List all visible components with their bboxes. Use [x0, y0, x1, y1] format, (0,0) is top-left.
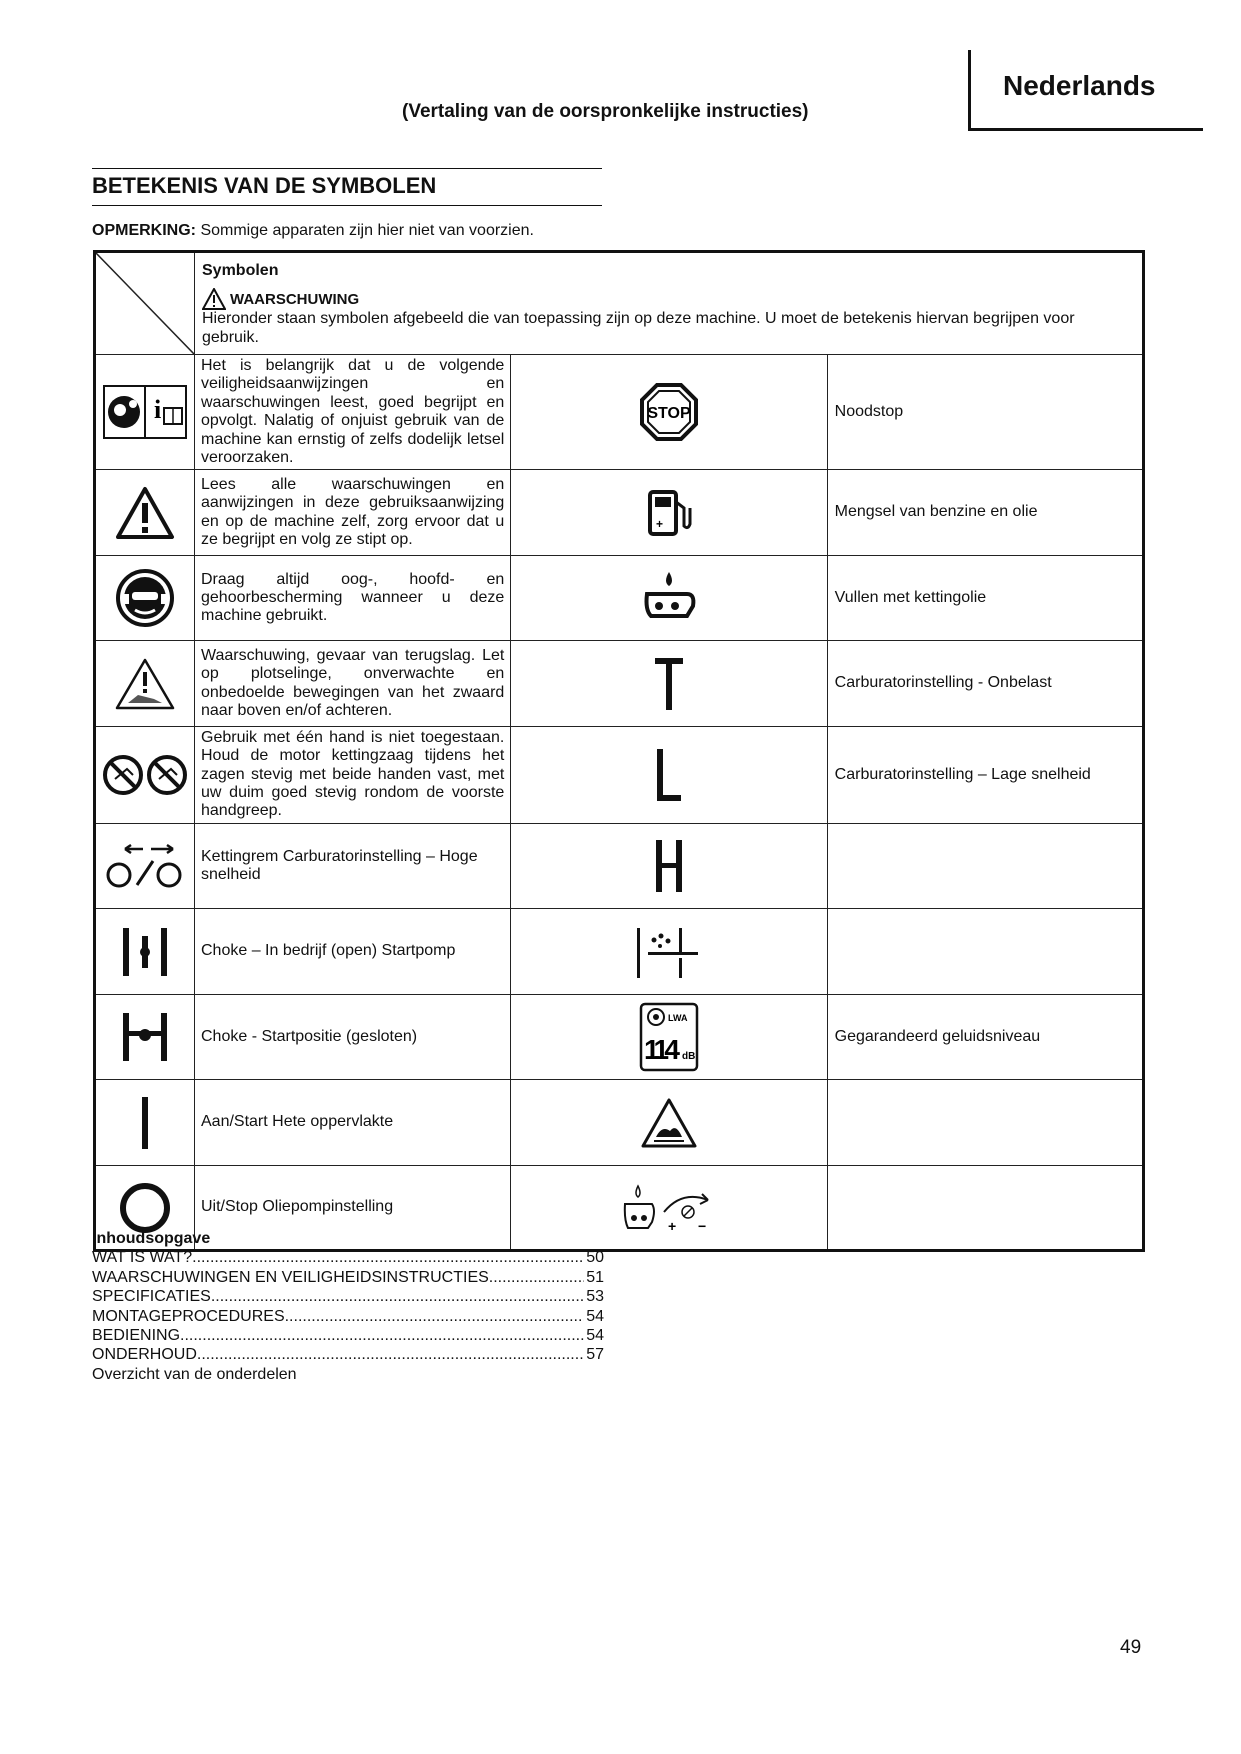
toc-item-label: WAARSCHUWINGEN EN VEILIGHEIDSINSTRUCTIES — [92, 1268, 489, 1286]
table-row — [95, 994, 1144, 1080]
symbol-description: Gegarandeerd geluidsniveau — [827, 994, 1143, 1080]
toc-item-page: 57 — [586, 1346, 604, 1364]
toc-leader — [285, 1307, 585, 1326]
kickback-warning-icon — [114, 657, 176, 711]
symbol-cell — [95, 470, 195, 556]
symbol-cell — [511, 994, 827, 1080]
toc-item-label: SPECIFICATIES — [92, 1288, 211, 1306]
sound-value: 114 — [643, 1034, 680, 1066]
symbol-cell — [511, 641, 827, 727]
symbol-cell — [95, 555, 195, 641]
letter-l-icon — [649, 745, 689, 805]
table-of-contents — [92, 1229, 604, 1384]
choke-closed-icon — [117, 1009, 173, 1065]
symbol-cell — [95, 355, 195, 470]
toc-item-page: 53 — [586, 1288, 604, 1306]
symbol-cell — [511, 823, 827, 909]
off-stop-icon — [117, 1180, 173, 1236]
symbol-description: Lees alle waarschuwingen en aanwijzingen in deze gebruiksaanwijzing en op de machine zelf, zorg ervoor dat u ze begrijpt en volg ze stipt op. — [195, 470, 511, 556]
symbol-description — [827, 823, 1143, 909]
symbol-cell — [511, 470, 827, 556]
header-cell — [195, 252, 1144, 355]
symbol-cell — [511, 355, 827, 470]
symbol-description: Uit/Stop Oliepompinstelling — [195, 1165, 511, 1251]
protection-gear-icon — [115, 568, 175, 628]
table-row — [95, 1080, 1144, 1166]
letter-h-icon — [649, 836, 689, 896]
symbol-description: Gebruik met één hand is niet toegestaan. Houd de motor kettingzaag tijdens het zagen stevig met beide handen vast, met uw duim goed stevig rondom de voorste handgreep. — [195, 726, 511, 823]
warning-triangle-icon — [202, 288, 226, 310]
toc-item-label: MONTAGEPROCEDURES — [92, 1307, 285, 1325]
stop-icon — [640, 383, 698, 441]
toc-leader — [211, 1287, 584, 1306]
symbol-description: Carburatorinstelling – Lage snelheid — [827, 726, 1143, 823]
toc-item[interactable] — [92, 1248, 604, 1267]
symbols-table — [93, 250, 1145, 1252]
symbol-cell — [511, 909, 827, 995]
svg-text:+: + — [667, 1217, 677, 1234]
toc-leader — [197, 1345, 584, 1364]
toc-leader — [489, 1268, 584, 1287]
symbol-description: Carburatorinstelling - Onbelast — [827, 641, 1143, 727]
table-row — [95, 726, 1144, 823]
symbol-cell — [95, 1080, 195, 1166]
diagonal-cell — [95, 252, 195, 355]
header-title: Symbolen — [202, 261, 279, 279]
svg-text:i: i — [154, 395, 162, 425]
toc-item[interactable] — [92, 1326, 604, 1345]
toc-item-page: 54 — [586, 1327, 604, 1345]
svg-text:+: + — [655, 516, 663, 531]
symbol-description: Waarschuwing, gevaar van terugslag. Let op plotselinge, onverwachte en onbedoelde bewegingen van het zwaard naar boven en/of achteren. — [195, 641, 511, 727]
read-manual-icon — [102, 384, 188, 440]
warning-line — [202, 288, 1135, 310]
toc-item-page: 51 — [586, 1268, 604, 1286]
table-row — [95, 355, 1144, 470]
toc-item-page: 54 — [586, 1307, 604, 1325]
symbol-description — [827, 1080, 1143, 1166]
lwa-label: LWA — [667, 1013, 688, 1024]
symbol-cell — [95, 909, 195, 995]
table-row — [95, 909, 1144, 995]
oil-pump-adjust-icon — [622, 1182, 716, 1234]
table-row — [95, 555, 1144, 641]
symbol-cell — [95, 726, 195, 823]
table-row — [95, 470, 1144, 556]
symbol-cell — [95, 823, 195, 909]
symbol-description — [827, 909, 1143, 995]
toc-item[interactable] — [92, 1287, 604, 1306]
fuel-mixture-icon — [644, 488, 694, 538]
chain-brake-icon — [103, 841, 187, 891]
language-label: Nederlands — [1003, 70, 1156, 101]
symbol-cell — [511, 1080, 827, 1166]
section-heading: BETEKENIS VAN DE SYMBOLEN — [92, 168, 602, 206]
toc-item-page: 50 — [586, 1249, 604, 1267]
choke-open-icon — [117, 924, 173, 980]
header-text: Hieronder staan symbolen afgebeeld die van toepassing zijn op deze machine. U moet de betekenis hiervan begrijpen voor gebruik. — [202, 310, 1075, 346]
symbol-description: Vullen met kettingolie — [827, 555, 1143, 641]
table-row — [95, 823, 1144, 909]
table-header-row — [95, 252, 1144, 355]
toc-title: Inhoudsopgave — [92, 1230, 211, 1247]
svg-text:STOP: STOP — [647, 405, 691, 423]
letter-t-icon — [649, 654, 689, 714]
toc-item-label: ONDERHOUD — [92, 1346, 197, 1364]
note — [92, 222, 534, 240]
warning-label: WAARSCHUWING — [230, 290, 360, 308]
toc-leader — [192, 1248, 584, 1267]
symbol-cell — [511, 726, 827, 823]
toc-leader — [180, 1326, 584, 1345]
symbol-description: Het is belangrijk dat u de volgende veiligheidsaanwijzingen en waarschuwingen leest, goed begrijpt en opvolgt. Nalatig of onjuist gebruik van de machine kan ernstig of zelfs dodelijk letsel veroorzaken. — [195, 355, 511, 470]
no-one-hand-icon — [101, 753, 189, 797]
page-number: 49 — [1120, 1637, 1142, 1658]
symbol-description: Kettingrem Carburatorinstelling – Hoge snelheid — [195, 823, 511, 909]
note-label: OPMERKING: — [92, 222, 196, 239]
diagonal-line-icon — [96, 253, 194, 354]
note-text: Sommige apparaten zijn hier niet van voorzien. — [200, 222, 534, 239]
symbol-description — [827, 1165, 1143, 1251]
toc-item[interactable] — [92, 1345, 604, 1364]
toc-last-item[interactable]: Overzicht van de onderdelen — [92, 1365, 297, 1383]
symbol-description: Aan/Start Hete oppervlakte — [195, 1080, 511, 1166]
table-row — [95, 641, 1144, 727]
symbol-description: Draag altijd oog-, hoofd- en gehoorbescherming wanneer u deze machine gebruikt. — [195, 555, 511, 641]
symbol-description: Mengsel van benzine en olie — [827, 470, 1143, 556]
symbol-cell — [95, 994, 195, 1080]
symbol-cell — [95, 641, 195, 727]
warning-icon — [115, 486, 175, 540]
toc-item-label: BEDIENING — [92, 1327, 181, 1345]
symbol-description: Choke – In bedrijf (open) Startpomp — [195, 909, 511, 995]
symbol-description: Noodstop — [827, 355, 1143, 470]
primer-pump-icon — [634, 922, 704, 982]
sound-unit: dB — [681, 1051, 696, 1063]
symbol-cell — [511, 555, 827, 641]
symbol-description: Choke - Startpositie (gesloten) — [195, 994, 511, 1080]
toc-item[interactable] — [92, 1268, 604, 1287]
hot-surface-icon — [640, 1097, 698, 1149]
toc-item[interactable] — [92, 1307, 604, 1326]
chain-oil-icon — [641, 570, 697, 626]
translation-subtitle: (Vertaling van de oorspronkelijke instructies) — [402, 101, 809, 122]
svg-text:−: − — [697, 1217, 707, 1234]
on-start-icon — [130, 1093, 160, 1153]
sound-level-icon — [638, 1001, 700, 1073]
toc-item-label: WAT IS WAT? — [92, 1249, 193, 1267]
